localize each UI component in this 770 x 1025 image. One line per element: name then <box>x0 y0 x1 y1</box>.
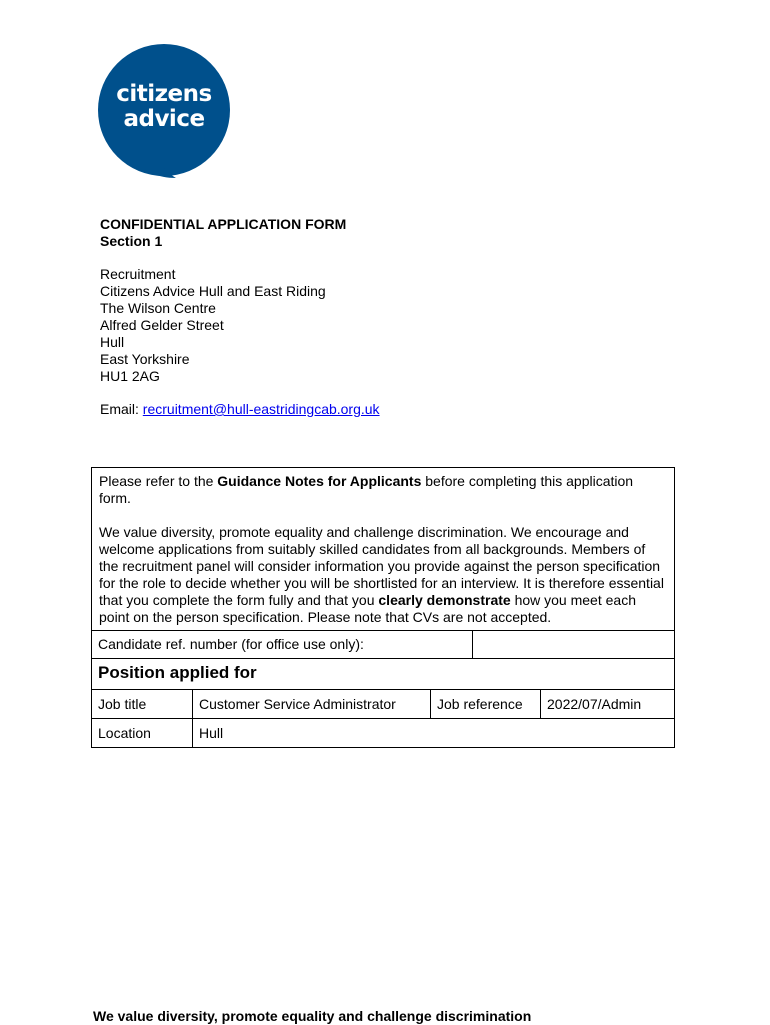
job-row <box>92 690 674 719</box>
candidate-ref-label: Candidate ref. number (for office use only): <box>98 636 364 652</box>
job-reference-value: 2022/07/Admin <box>540 690 674 718</box>
address-line: Recruitment <box>100 266 176 282</box>
form-title: CONFIDENTIAL APPLICATION FORM <box>100 216 347 232</box>
job-title-value: Customer Service Administrator <box>192 690 430 718</box>
candidate-ref-row <box>92 631 674 659</box>
guidance-intro <box>92 468 674 631</box>
intro-paragraph-2: We value diversity, promote equality and challenge discrimination. We encourage and welcome applications from suitably skilled candidates from all backgrounds. Members of the recruitment panel will consider information you provide against the person specification for the role to decide whether you will be shortlisted for an interview. It is therefore essential that you complete the form fully and that you clearly demonstrate how you meet each point on the person specification. Please note that CVs are not accepted. <box>99 524 664 625</box>
guidance-notes-reference: Guidance Notes for Applicants <box>217 473 422 489</box>
job-title-label: Job title <box>98 696 147 712</box>
citizens-advice-logo <box>98 44 232 180</box>
position-heading: Position applied for <box>98 663 257 682</box>
footer-statement: We value diversity, promote equality and challenge discrimination <box>93 1008 532 1024</box>
address-line: Hull <box>100 334 125 350</box>
section-label: Section 1 <box>100 233 163 249</box>
logo-line-2: advice <box>123 106 205 132</box>
logo-line-1: citizens <box>116 81 212 107</box>
job-reference-label: Job reference <box>430 690 540 718</box>
intro-paragraph-1: Please refer to the Guidance Notes for Applicants before completing this application form. <box>99 473 634 506</box>
email-link[interactable]: recruitment@hull-eastridingcab.org.uk <box>142 401 380 417</box>
email-label: Email: <box>100 401 143 417</box>
candidate-ref-field[interactable] <box>472 631 674 658</box>
email-line <box>100 401 380 418</box>
address-line: East Yorkshire <box>100 351 190 367</box>
application-form-table <box>91 467 675 748</box>
location-row <box>92 719 674 747</box>
address-line: Alfred Gelder Street <box>100 317 224 333</box>
logo-text <box>98 82 230 132</box>
address-line: The Wilson Centre <box>100 300 216 316</box>
form-heading <box>100 216 346 250</box>
clearly-demonstrate-emphasis: clearly demonstrate <box>378 592 511 608</box>
position-heading-row <box>92 659 674 690</box>
address-line: Citizens Advice Hull and East Riding <box>100 283 326 299</box>
address-line: HU1 2AG <box>100 368 160 384</box>
location-value: Hull <box>192 719 674 747</box>
location-label: Location <box>98 725 151 741</box>
postal-address <box>100 266 326 385</box>
